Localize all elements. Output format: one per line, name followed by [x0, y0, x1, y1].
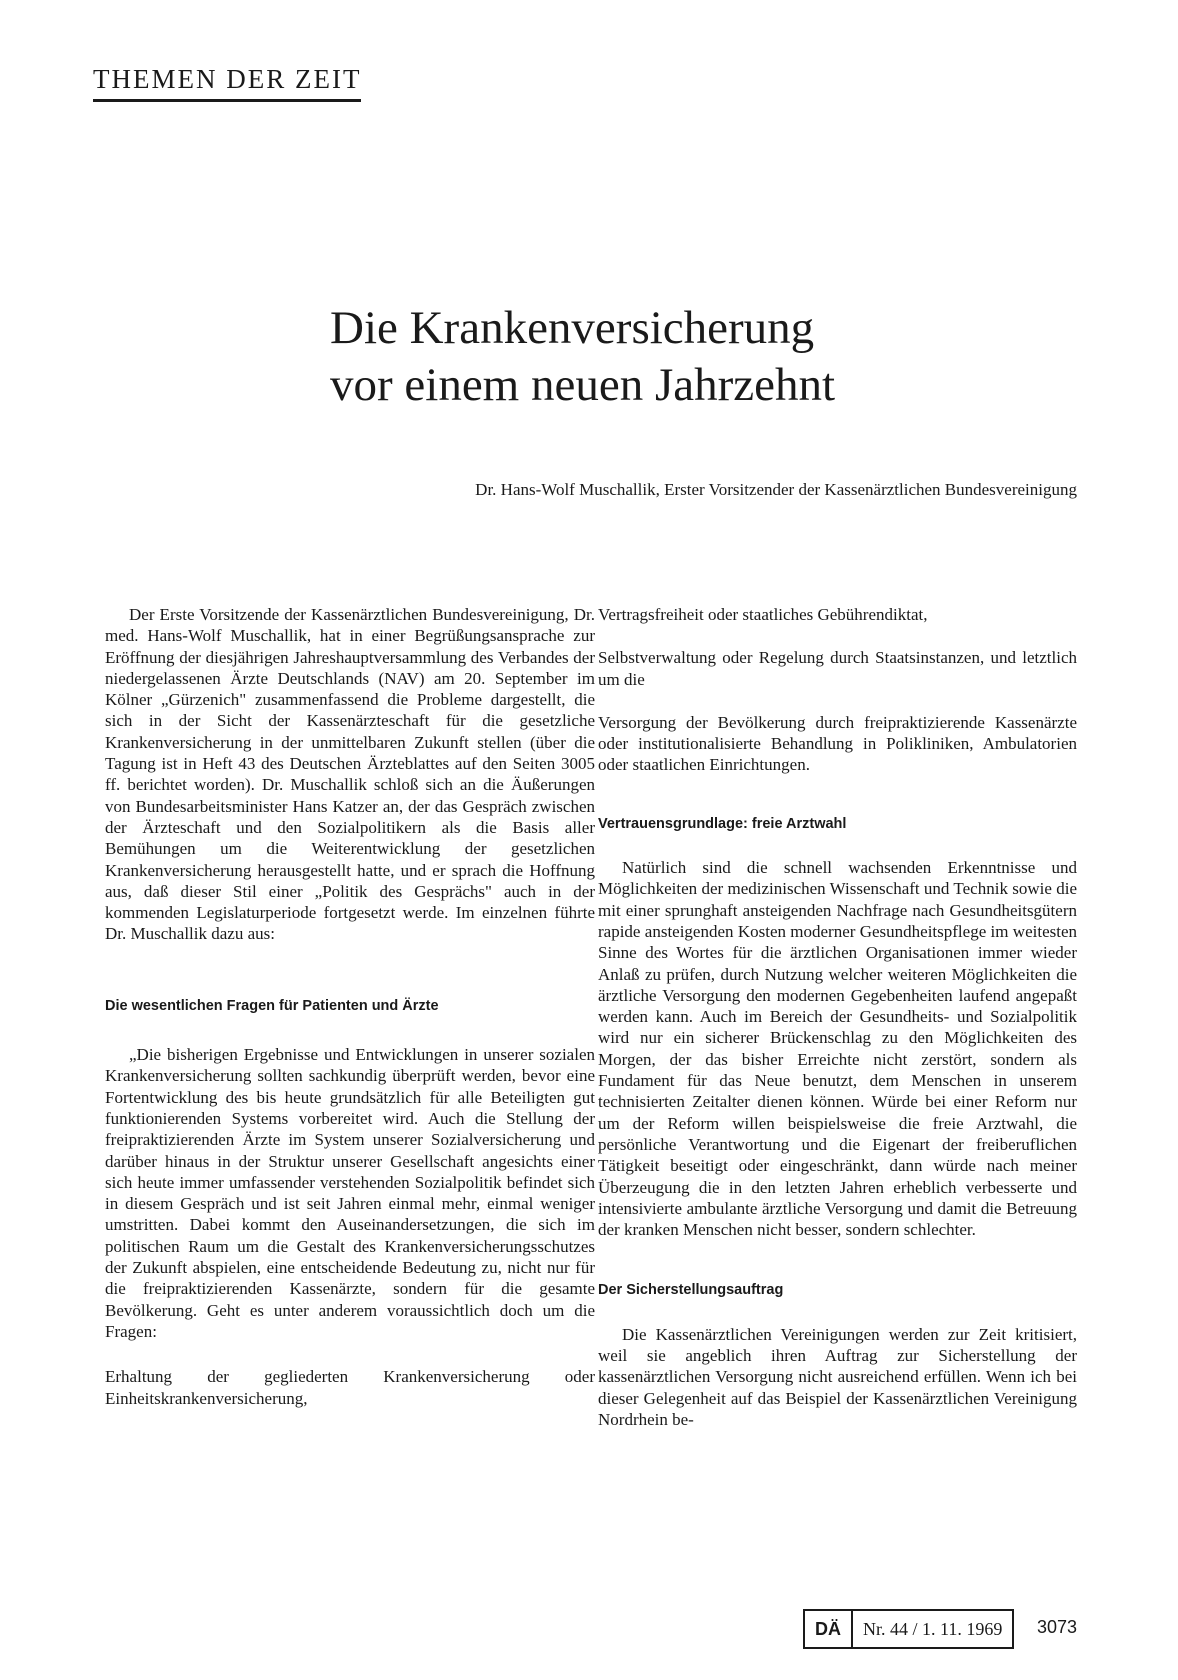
article-byline: Dr. Hans-Wolf Muschallik, Erster Vorsitzender der Kassenärztlichen Bundesvereinigung [475, 480, 1077, 499]
right-column [598, 604, 1077, 1430]
footer-issue-box [803, 1609, 1014, 1649]
section-heading: Die wesentlichen Fragen für Patienten und Ärzte [105, 997, 439, 1014]
body-paragraph: Versorgung der Bevölkerung durch freipraktizierende Kassenärzte oder institutionalisierte Behandlung in Polikliniken, Ambulatorien oder staatlichen Einrichtungen. [598, 712, 1077, 775]
body-paragraph: Selbstverwaltung oder Regelung durch Staatsinstanzen, und letztlich um die [598, 648, 1077, 689]
body-paragraph: Erhaltung der gegliederten Krankenversicherung oder Einheitskrankenversicherung, [105, 1367, 595, 1408]
page-number: 3073 [1037, 1617, 1078, 1637]
body-paragraph: Vertragsfreiheit oder staatliches Gebührendiktat, [598, 605, 928, 624]
section-heading: Der Sicherstellungsauftrag [598, 1282, 784, 1299]
body-paragraph: Natürlich sind die schnell wachsenden Erkenntnisse und Möglichkeiten der medizinischen Wissenschaft und Technik sowie die mit einer sprunghaft ansteigenden Nachfrage nach Gesundheitsgütern rapide ansteigenden Kosten moderner Gesundheitspflege im weitesten Sinne des Wortes für die ärztlichen Organisationen immer wieder Anlaß zu prüfen, durch Nutzung welcher weiteren Möglichkeiten die ärztliche Versorgung den modernen Gegebenheiten laufend angepaßt werden kann. Auch im Bereich der Gesundheits- und Sozialpolitik wird nur ein sicherer Brückenschlag zu den Möglichkeiten des Morgen, der das bisher Erreichte nicht zerstört, sondern als Fundament für das Neue benutzt, dem Menschen in unserem technisierten Zeitalter dienen können. Würde bei einer Reform nur um der Reform willen beispielsweise die freie Arztwahl, die persönliche Verantwortung und die Eigenart der freiberuflichen Tätigkeit beseitigt oder eingeschränkt, dann würde nach meiner Überzeugung die in den letzten Jahren erheblich verbesserte und intensivierte ambulante ärztliche Versorgung und damit die Betreuung der kranken Menschen nicht besser, sondern schlechter. [598, 858, 1077, 1240]
body-paragraph: Die Kassenärztlichen Vereinigungen werden zur Zeit kritisiert, weil sie angeblich ihren Auftrag zur Sicherstellung der kassenärztlichen Versorgung nicht ausreichend erfüllen. Wenn ich bei dieser Gelegenheit auf das Beispiel der Kassenärztlichen Vereinigung Nordrhein be- [598, 1324, 1077, 1429]
left-column [105, 604, 595, 1409]
journal-logo: DÄ [805, 1611, 853, 1647]
body-paragraph: Der Erste Vorsitzende der Kassenärztlichen Bundesvereinigung, Dr. med. Hans-Wolf Muschallik, hat in einer Begrüßungsansprache zur Eröffnung der diesjährigen Jahreshauptversammlung des Verbandes der niedergelassenen Ärzte Deutschlands (NAV) am 20. September im Kölner „Gürzenich" zusammenfassend die Probleme dargestellt, die sich in der Sicht der Kassenärzteschaft für die gesetzliche Krankenversicherung in der unmittelbaren Zukunft stellen (über die Tagung ist in Heft 43 des Deutschen Ärzteblattes auf den Seiten 3005 ff. berichtet worden). Dr. Muschallik schloß sich an die Äußerungen von Bundesarbeitsminister Hans Katzer an, der das Gespräch zwischen der Ärzteschaft und den Sozialpolitikern als die Basis aller Bemühungen um die Weiterentwicklung der gesetzlichen Krankenversicherung herausgestellt hatte, und er sprach die Hoffnung aus, daß dieser Stil einer „Politik des Gesprächs" auch in der kommenden Legislaturperiode fortgesetzt werde. Im einzelnen führte Dr. Muschallik dazu aus: [105, 605, 595, 944]
section-heading: Vertrauensgrundlage: freie Arztwahl [598, 815, 847, 832]
body-paragraph: „Die bisherigen Ergebnisse und Entwicklungen in unserer sozialen Krankenversicherung sollten sachkundig überprüft werden, bevor eine Fortentwicklung des bis heute grundsätzlich für alle Beteiligten gut funktionierenden Systems vorbereitet wird. Auch die Stellung der freipraktizierenden Ärzte im System unserer Sozialversicherung und darüber hinaus in der Struktur unserer Gesellschaft angesichts einer sich heute immer umfassender verstehenden Sozialpolitik befindet sich in diesem Gespräch und ist seit Jahren einmal mehr, einmal weniger umstritten. Dabei kommt den Auseinandersetzungen, die sich im politischen Raum um die Gestalt des Krankenversicherungsschutzes der Zukunft abspielen, eine entscheidende Bedeutung zu, nicht nur für die freipraktizierenden Kassenärzte, sondern für die gesamte Bevölkerung. Geht es unter anderem voraussichtlich doch um die Fragen: [105, 1045, 595, 1341]
section-header: THEMEN DER ZEIT [93, 66, 361, 102]
issue-info: Nr. 44 / 1. 11. 1969 [863, 1618, 1003, 1639]
article-title: Die Krankenversicherung vor einem neuen Jahrzehnt [330, 302, 836, 411]
